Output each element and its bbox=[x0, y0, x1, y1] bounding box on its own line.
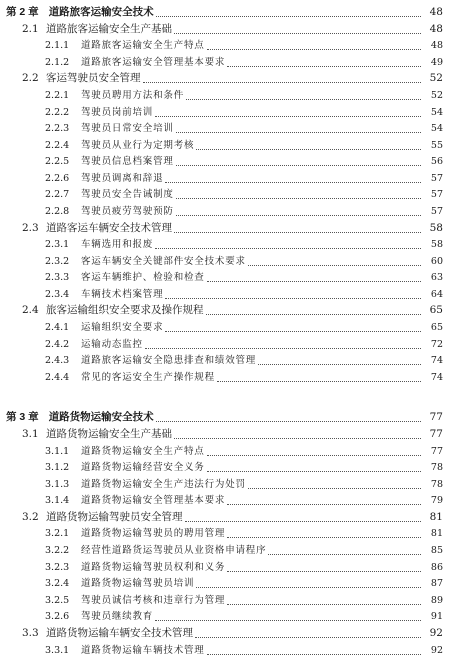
dot-leader bbox=[165, 331, 421, 332]
toc-entry-page-number: 54 bbox=[430, 106, 443, 118]
toc-entry-number: 2.1.2 bbox=[45, 56, 70, 68]
dot-leader bbox=[176, 215, 421, 216]
toc-entry-page-number: 78 bbox=[430, 462, 443, 474]
dot-leader bbox=[196, 587, 421, 588]
toc-entry-number: 2.3.3 bbox=[45, 272, 70, 284]
toc-entry-sub[interactable] bbox=[0, 542, 455, 559]
toc-entry-number: 3.2.4 bbox=[45, 578, 70, 590]
toc-entry-title: 道路旅客运输安全生产基础 bbox=[46, 22, 172, 35]
toc-entry-number: 3.1.4 bbox=[45, 495, 70, 507]
toc-entry-page-number: 86 bbox=[430, 561, 443, 573]
toc-entry-section[interactable] bbox=[0, 509, 455, 526]
toc-entry-page-number: 57 bbox=[430, 206, 443, 217]
dot-leader bbox=[155, 116, 421, 117]
toc-entry-title: 运输组织安全要求 bbox=[81, 322, 164, 333]
toc-entry-title: 常见的客运安全生产操作规程 bbox=[81, 371, 215, 383]
dot-leader bbox=[186, 99, 421, 100]
toc-entry-section[interactable] bbox=[0, 302, 455, 319]
toc-entry-number: 2.4.2 bbox=[45, 338, 70, 350]
toc-entry-title: 道路货物运输驾驶员权利和义务 bbox=[81, 561, 226, 573]
toc-entry-title: 道路旅客运输安全生产特点 bbox=[81, 40, 205, 52]
dot-leader bbox=[268, 554, 421, 555]
toc-entry-title: 车辆选用和报废 bbox=[81, 239, 154, 251]
toc-entry-sub[interactable] bbox=[0, 153, 455, 170]
toc-entry-title: 旅客运输组织安全要求及操作规程 bbox=[46, 304, 204, 317]
toc-entry-number: 第 3 章 bbox=[6, 411, 39, 424]
toc-entry-number: 3.3.1 bbox=[45, 644, 70, 656]
dot-leader bbox=[196, 149, 421, 150]
toc-entry-page-number: 63 bbox=[430, 272, 443, 284]
toc-entry-title: 道路货物运输安全生产基础 bbox=[46, 427, 172, 440]
toc-entry-number: 2.1 bbox=[22, 22, 39, 35]
dot-leader bbox=[227, 504, 421, 505]
toc-entry-section[interactable] bbox=[0, 70, 455, 87]
toc-entry-number: 2.4.4 bbox=[45, 371, 70, 383]
toc-entry-sub[interactable] bbox=[0, 492, 455, 509]
toc-entry-title: 道路旅客运输安全技术 bbox=[48, 6, 154, 18]
toc-entry-page-number: 56 bbox=[430, 156, 443, 168]
dot-leader bbox=[174, 438, 421, 439]
toc-entry-number: 3.2.1 bbox=[45, 528, 70, 540]
toc-entry-page-number: 58 bbox=[430, 239, 443, 251]
toc-entry-page-number: 81 bbox=[429, 510, 443, 523]
dot-leader bbox=[156, 16, 421, 17]
toc-entry-sub[interactable] bbox=[0, 104, 455, 121]
dot-leader bbox=[174, 232, 421, 233]
toc-entry-title: 驾驶员继续教育 bbox=[81, 611, 154, 623]
dot-leader bbox=[207, 654, 421, 655]
toc-entry-sub[interactable] bbox=[0, 137, 455, 154]
toc-entry-number: 2.4.1 bbox=[45, 322, 70, 333]
toc-entry-sub[interactable] bbox=[0, 336, 455, 353]
toc-entry-page-number: 64 bbox=[430, 288, 443, 300]
toc-entry-number: 3.2.2 bbox=[45, 545, 70, 556]
toc-entry-title: 道路货物运输驾驶员安全管理 bbox=[46, 510, 183, 523]
toc-entry-page-number: 87 bbox=[430, 578, 443, 590]
toc-entry-page-number: 78 bbox=[430, 478, 443, 490]
toc-entry-section[interactable] bbox=[0, 625, 455, 642]
dot-leader bbox=[185, 521, 422, 522]
toc-entry-title: 驾驶员诚信考核和违章行为管理 bbox=[81, 594, 226, 606]
dot-leader bbox=[206, 314, 422, 315]
toc-entry-number: 2.2.4 bbox=[45, 139, 70, 151]
dot-leader bbox=[174, 33, 421, 34]
toc-entry-number: 2.3.4 bbox=[45, 288, 70, 300]
dot-leader bbox=[207, 471, 421, 472]
dot-leader bbox=[165, 182, 421, 183]
dot-leader bbox=[176, 198, 421, 199]
toc-entry-number: 2.1.1 bbox=[45, 40, 70, 52]
toc-entry-title: 驾驶员信息档案管理 bbox=[81, 156, 174, 168]
toc-entry-title: 道路货物运输驾驶员的聘用管理 bbox=[81, 528, 226, 540]
toc-entry-title: 车辆技术档案管理 bbox=[81, 288, 164, 300]
dot-leader bbox=[258, 364, 421, 365]
toc-entry-sub[interactable] bbox=[0, 319, 455, 336]
toc-entry-title: 客运车辆安全关键部件安全技术要求 bbox=[81, 255, 246, 267]
toc-entry-page-number: 72 bbox=[430, 338, 443, 350]
toc-entry-title: 道路货物运输经营安全义务 bbox=[81, 462, 205, 474]
toc-entry-sub[interactable] bbox=[0, 608, 455, 625]
toc-entry-title: 道路旅客运输安全隐患排查和绩效管理 bbox=[81, 355, 257, 367]
toc-entry-number: 3.3 bbox=[22, 626, 39, 639]
toc-entry-title: 道路货物运输安全生产特点 bbox=[81, 445, 205, 457]
toc-entry-number: 2.2.7 bbox=[45, 189, 70, 201]
toc-entry-number: 3.2.3 bbox=[45, 561, 70, 573]
toc-entry-title: 驾驶员安全告诫制度 bbox=[81, 189, 174, 201]
toc-entry-number: 3.2 bbox=[22, 510, 39, 523]
toc-entry-sub[interactable] bbox=[0, 54, 455, 71]
toc-entry-title: 经营性道路货运驾驶员从业资格申请程序 bbox=[81, 545, 267, 556]
toc-entry-sub[interactable] bbox=[0, 253, 455, 270]
toc-entry-chapter[interactable] bbox=[0, 4, 455, 21]
toc-entry-number: 3.1 bbox=[22, 427, 39, 440]
toc-entry-page-number: 52 bbox=[429, 72, 443, 85]
toc-entry-number: 3.2.6 bbox=[45, 611, 70, 623]
toc-entry-sub[interactable] bbox=[0, 443, 455, 460]
toc-entry-sub[interactable] bbox=[0, 236, 455, 253]
toc-entry-number: 2.3.2 bbox=[45, 255, 70, 267]
toc-entry-section[interactable] bbox=[0, 426, 455, 443]
toc-entry-sub[interactable] bbox=[0, 286, 455, 303]
dot-leader bbox=[227, 604, 421, 605]
toc-entry-sub[interactable] bbox=[0, 559, 455, 576]
toc-entry-number: 2.2.1 bbox=[45, 89, 70, 101]
toc-entry-section[interactable] bbox=[0, 21, 455, 38]
toc-entry-sub[interactable] bbox=[0, 575, 455, 592]
dot-leader bbox=[176, 132, 421, 133]
toc-entry-title: 道路货物运输安全生产违法行为处罚 bbox=[81, 478, 246, 490]
toc-entry-sub[interactable] bbox=[0, 269, 455, 286]
toc-entry-page-number: 92 bbox=[430, 644, 443, 656]
toc-entry-title: 驾驶员调离和辞退 bbox=[81, 172, 164, 184]
dot-leader bbox=[248, 488, 421, 489]
toc-entry-title: 驾驶员聘用方法和条件 bbox=[81, 89, 185, 101]
toc-entry-page-number: 57 bbox=[430, 172, 443, 184]
toc-entry-sub[interactable] bbox=[0, 37, 455, 54]
toc-entry-number: 2.2.3 bbox=[45, 123, 70, 135]
toc-entry-sub[interactable] bbox=[0, 186, 455, 203]
toc-entry-title: 驾驶员日常安全培训 bbox=[81, 123, 174, 135]
toc-entry-title: 道路旅客运输安全管理基本要求 bbox=[81, 56, 226, 68]
dot-leader bbox=[165, 298, 421, 299]
toc-entry-number: 2.2.6 bbox=[45, 172, 70, 184]
toc-entry-number: 3.2.5 bbox=[45, 594, 70, 606]
toc-entry-sub[interactable] bbox=[0, 476, 455, 493]
dot-leader bbox=[207, 49, 421, 50]
toc-entry-sub[interactable] bbox=[0, 642, 455, 659]
toc-entry-sub[interactable] bbox=[0, 170, 455, 187]
toc-entry-page-number: 49 bbox=[430, 56, 443, 68]
toc-entry-page-number: 85 bbox=[430, 545, 443, 556]
toc-entry-page-number: 74 bbox=[430, 371, 443, 383]
toc-entry-sub[interactable] bbox=[0, 352, 455, 369]
toc-entry-page-number: 58 bbox=[429, 221, 443, 234]
dot-leader bbox=[195, 637, 421, 638]
dot-leader bbox=[217, 381, 421, 382]
toc-entry-title: 道路货物运输车辆技术管理 bbox=[81, 644, 205, 656]
toc-entry-title: 道路货物运输车辆安全技术管理 bbox=[46, 626, 193, 639]
toc-entry-page-number: 54 bbox=[430, 123, 443, 135]
toc-entry-title: 道路客运车辆安全技术管理 bbox=[46, 221, 172, 234]
toc-entry-number: 2.2.5 bbox=[45, 156, 70, 168]
toc-entry-page-number: 91 bbox=[430, 611, 443, 623]
dot-leader bbox=[207, 455, 421, 456]
toc-entry-page-number: 74 bbox=[430, 355, 443, 367]
toc-entry-number: 2.3.1 bbox=[45, 239, 70, 251]
toc-entry-chapter[interactable] bbox=[0, 409, 455, 426]
toc-entry-page-number: 65 bbox=[430, 322, 443, 333]
toc-entry-section[interactable] bbox=[0, 220, 455, 237]
dot-leader bbox=[207, 281, 421, 282]
toc-entry-page-number: 77 bbox=[429, 427, 443, 440]
toc-entry-sub[interactable] bbox=[0, 87, 455, 104]
toc-entry-title: 道路货物运输安全技术 bbox=[48, 411, 154, 424]
toc-entry-number: 2.4.3 bbox=[45, 355, 70, 367]
toc-entry-page-number: 55 bbox=[430, 139, 443, 151]
dot-leader bbox=[227, 66, 421, 67]
toc-entry-sub[interactable] bbox=[0, 525, 455, 542]
dot-leader bbox=[176, 165, 421, 166]
toc-entry-title: 驾驶员岗前培训 bbox=[81, 106, 154, 118]
toc-entry-page-number: 81 bbox=[430, 528, 443, 540]
dot-leader bbox=[248, 265, 421, 266]
dot-leader bbox=[155, 620, 421, 621]
toc-entry-title: 驾驶员疲劳驾驶预防 bbox=[81, 206, 174, 217]
dot-leader bbox=[155, 248, 421, 249]
dot-leader bbox=[143, 82, 422, 83]
toc-entry-page-number: 79 bbox=[430, 495, 443, 507]
toc-entry-number: 3.1.1 bbox=[45, 445, 70, 457]
toc-entry-page-number: 57 bbox=[430, 189, 443, 201]
toc-entry-number: 2.2.8 bbox=[45, 206, 70, 217]
toc-entry-number: 2.2 bbox=[22, 72, 39, 85]
toc-entry-page-number: 89 bbox=[430, 594, 443, 606]
toc-entry-sub[interactable] bbox=[0, 203, 455, 220]
toc-entry-sub[interactable] bbox=[0, 369, 455, 386]
toc-entry-sub[interactable] bbox=[0, 592, 455, 609]
toc-entry-page-number: 60 bbox=[430, 255, 443, 267]
toc-entry-number: 2.2.2 bbox=[45, 106, 70, 118]
toc-entry-title: 道路货物运输安全管理基本要求 bbox=[81, 495, 226, 507]
toc-entry-number: 3.1.2 bbox=[45, 462, 70, 474]
toc-entry-sub[interactable] bbox=[0, 459, 455, 476]
dot-leader bbox=[227, 571, 421, 572]
toc-entry-number: 3.1.3 bbox=[45, 478, 70, 490]
toc-entry-page-number: 48 bbox=[429, 22, 443, 35]
toc-entry-title: 客运驾驶员安全管理 bbox=[46, 72, 141, 85]
toc-entry-page-number: 65 bbox=[429, 304, 443, 317]
toc-entry-title: 客运车辆维护、检验和检查 bbox=[81, 272, 205, 284]
toc-entry-page-number: 77 bbox=[429, 411, 443, 424]
dot-leader bbox=[227, 537, 421, 538]
toc-entry-sub[interactable] bbox=[0, 120, 455, 137]
toc-entry-page-number: 48 bbox=[429, 6, 443, 18]
toc-entry-title: 道路货物运输驾驶员培训 bbox=[81, 578, 195, 590]
toc-entry-title: 运输动态监控 bbox=[81, 338, 143, 350]
dot-leader bbox=[145, 348, 421, 349]
toc-entry-page-number: 92 bbox=[429, 626, 443, 639]
toc-entry-number: 第 2 章 bbox=[6, 6, 39, 18]
dot-leader bbox=[156, 421, 421, 422]
toc-entry-title: 驾驶员从业行为定期考核 bbox=[81, 139, 195, 151]
toc-entry-page-number: 48 bbox=[430, 40, 443, 52]
toc-entry-number: 2.4 bbox=[22, 304, 39, 317]
toc-entry-page-number: 52 bbox=[430, 89, 443, 101]
toc-entry-page-number: 77 bbox=[430, 445, 443, 457]
toc-entry-number: 2.3 bbox=[22, 221, 39, 234]
